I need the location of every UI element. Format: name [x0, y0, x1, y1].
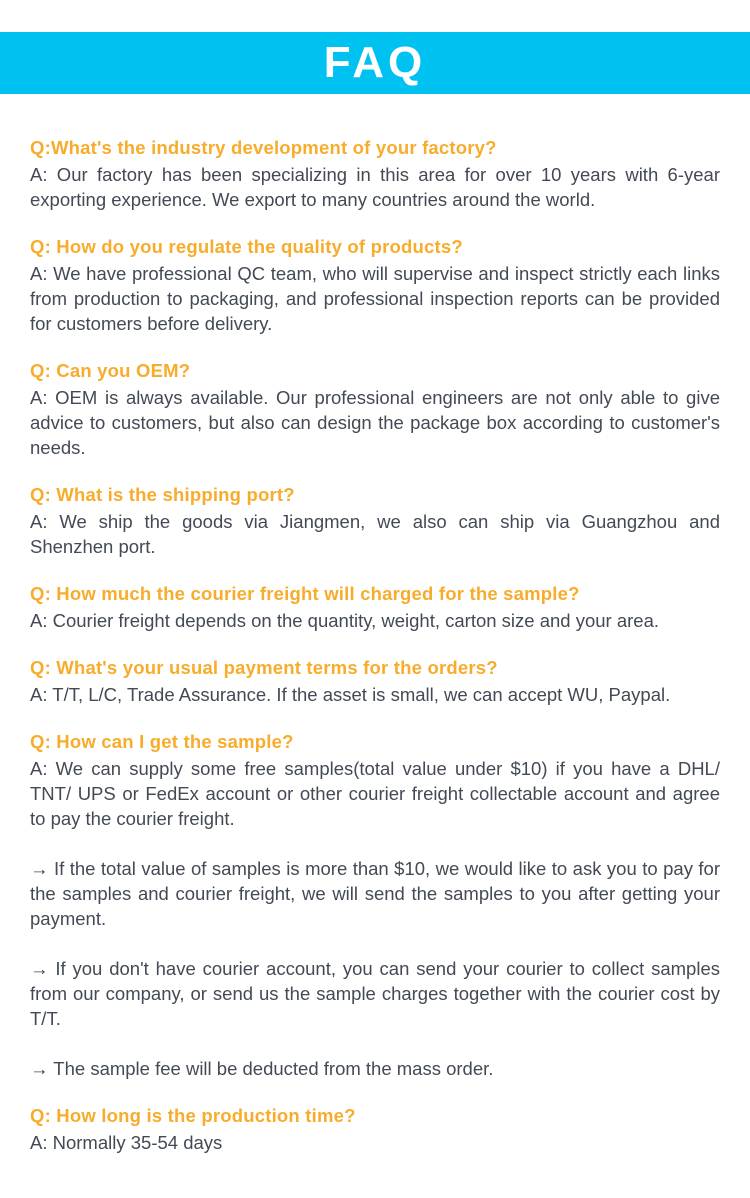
faq-item-quality-regulation	[30, 234, 720, 336]
faq-question: Q:What's the industry development of your factory?	[30, 137, 497, 158]
faq-answer: A: We ship the goods via Jiangmen, we also can ship via Guangzhou and Shenzhen port.	[30, 511, 720, 557]
faq-item-industry-development	[30, 135, 720, 212]
faq-answer: A: We can supply some free samples(total value under $10) if you have a DHL/ TNT/ UPS or FedEx account or other courier freight collectable account and agree to pay the courier freight.	[30, 758, 720, 829]
faq-question: Q: Can you OEM?	[30, 360, 191, 381]
faq-question: Q: What's your usual payment terms for the orders?	[30, 657, 498, 678]
faq-question: Q: How long is the production time?	[30, 1105, 356, 1126]
faq-item-production-time	[30, 1103, 720, 1155]
faq-content	[0, 94, 750, 1197]
faq-item-courier-freight	[30, 581, 720, 633]
faq-answer: A: We have professional QC team, who will supervise and inspect strictly each links from production to packaging, and professional inspection reports can be provided for customers before delivery.	[30, 263, 720, 334]
faq-answer: A: OEM is always available. Our professional engineers are not only able to give advice to customers, but also can design the package box according to customer's needs.	[30, 387, 720, 458]
faq-answer-note: → If you don't have courier account, you can send your courier to collect samples from our company, or send us the sample charges together with the courier cost by T/T.	[30, 958, 720, 1029]
faq-question: Q: How do you regulate the quality of products?	[30, 236, 463, 257]
faq-item-payment-terms	[30, 655, 720, 707]
faq-question: Q: How much the courier freight will charged for the sample?	[30, 583, 580, 604]
faq-question: Q: What is the shipping port?	[30, 484, 295, 505]
faq-page	[0, 32, 750, 1197]
faq-item-get-sample	[30, 729, 720, 1081]
faq-answer-note: → The sample fee will be deducted from the mass order.	[30, 1058, 494, 1079]
faq-answer: A: Our factory has been specializing in this area for over 10 years with 6-year exporting experience. We export to many countries around the world.	[30, 164, 720, 210]
faq-item-oem	[30, 358, 720, 460]
faq-header-banner	[0, 32, 750, 94]
faq-answer: A: Courier freight depends on the quantity, weight, carton size and your area.	[30, 610, 660, 631]
faq-answer: A: T/T, L/C, Trade Assurance. If the asset is small, we can accept WU, Paypal.	[30, 684, 671, 705]
faq-answer: A: Normally 35-54 days	[30, 1132, 223, 1153]
page-title: FAQ	[323, 38, 427, 87]
faq-item-shipping-port	[30, 482, 720, 559]
faq-answer-note: → If the total value of samples is more than $10, we would like to ask you to pay for the samples and courier freight, we will send the samples to you after getting your payment.	[30, 858, 720, 929]
faq-question: Q: How can I get the sample?	[30, 731, 294, 752]
